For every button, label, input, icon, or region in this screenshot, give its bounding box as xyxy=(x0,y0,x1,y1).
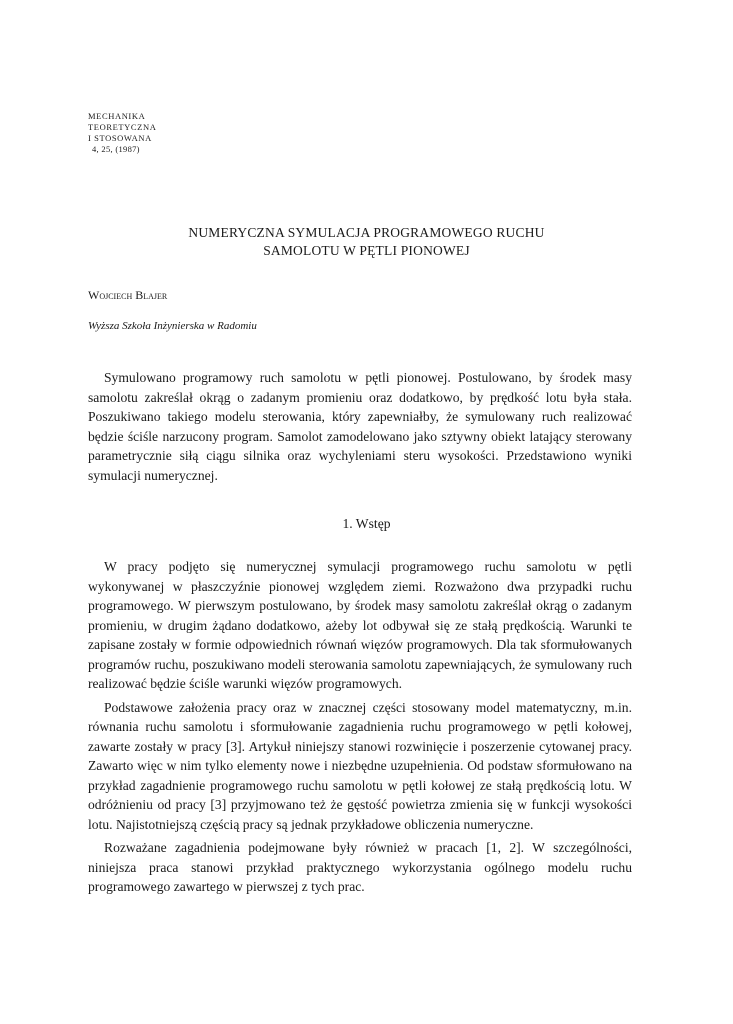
author-first-name: Wojciech xyxy=(88,288,133,302)
author xyxy=(88,287,167,303)
journal-name-line2: TEORETYCZNA xyxy=(88,122,157,132)
abstract-text: Symulowano programowy ruch samolotu w pętli pionowej. Postulowano, by środek masy samolotu zakreślał okrąg o zadanym promieniu oraz dodatkowo, by prędkość lotu była stała. Poszukiwano takiego modelu sterowania, który zapewniałby, że symulowany ruch realizować będzie ściśle narzucony program. Samolot zamodelowano jako sztywny obiekt latający sterowany parametrycznie siłą ciągu silnika oraz wychyleniami steru wysokości. Przedstawiono wyniki symulacji numerycznej. xyxy=(88,370,632,483)
journal-volume: 4, 25, (1987) xyxy=(92,144,140,154)
paper-title xyxy=(0,224,733,260)
body-paragraph: Rozważane zagadnienia podejmowane były również w pracach [1, 2]. W szczególności, niniejsza praca stanowi przykład praktycznego wykorzystania ogólnego modelu ruchu programowego zawartego w pierwszej z tych prac. xyxy=(88,840,632,894)
author-last-name: Blajer xyxy=(135,288,168,302)
abstract xyxy=(88,368,632,485)
section-body xyxy=(88,557,632,901)
affiliation: Wyższa Szkoła Inżynierska w Radomiu xyxy=(88,320,257,332)
title-line1: NUMERYCZNA SYMULACJA PROGRAMOWEGO RUCHU xyxy=(188,225,545,240)
journal-name-line1: MECHANIKA xyxy=(88,111,146,121)
title-line2: SAMOLOTU W PĘTLI PIONOWEJ xyxy=(263,243,470,258)
body-paragraph: W pracy podjęto się numerycznej symulacji programowego ruchu samolotu w pętli wykonywanej w płaszczyźnie pionowej względem ziemi. Rozważono dwa przypadki ruchu programowego. W pierwszym postulowano, by środek masy samolotu zakreślał okrąg o zadanym promieniu, w drugim żądano dodatkowo, ażeby lot odbywał się ze stałą prędkością. Warunki te zapisane zostały w formie odpowiednich równań więzów programowych. Dla tak sformułowanych programów ruchu, poszukiwano modeli sterowania samolotu zapewniających, że symulowany ruch realizować będzie ściśle warunki więzów programowych. xyxy=(88,559,632,691)
section-heading: 1. Wstęp xyxy=(342,516,391,531)
journal-name-line3: I STOSOWANA xyxy=(88,133,152,143)
journal-header xyxy=(88,111,156,155)
body-paragraph: Podstawowe założenia pracy oraz w znacznej części stosowany model matematyczny, m.in. równania ruchu samolotu i sformułowanie zagadnienia ruchu programowego w pętli kołowej, zawarte zostały w pracy [3]. Artykuł niniejszy stanowi rozwinięcie i poszerzenie cytowanej pracy. Zawarto więc w nim tylko elementy nowe i niezbędne uzupełnienia. Od podstaw sformułowano na przykład zagadnienie programowego ruchu samolotu w pętli kołowej ze stałą prędkością lotu. W odróżnieniu od pracy [3] przyjmowano też że gęstość powietrza zmienia się w funkcji wysokości lotu. Najistotniejszą częścią pracy są jednak przykładowe obliczenia numeryczne. xyxy=(88,699,632,832)
